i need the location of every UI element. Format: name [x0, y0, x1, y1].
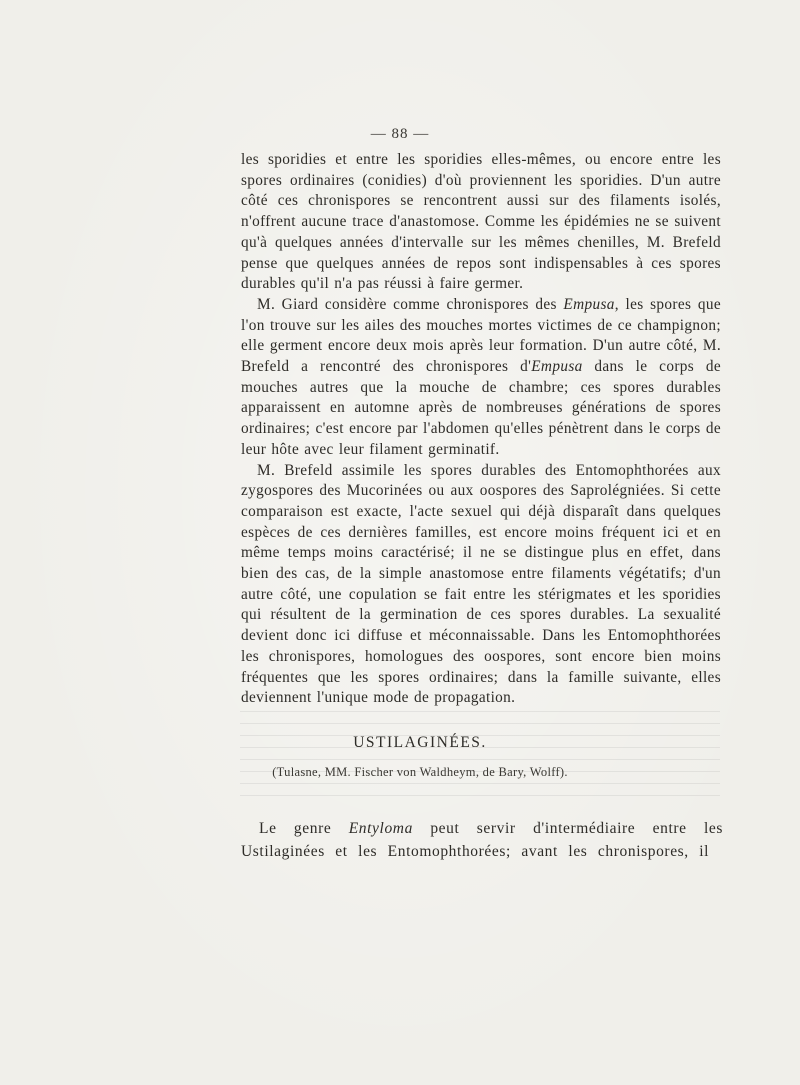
body-text	[241, 150, 721, 709]
section-authors: (Tulasne, MM. Fischer von Waldheym, de Bary, Wolff).	[272, 765, 568, 779]
section-body	[241, 817, 723, 863]
paragraph-entyloma	[241, 817, 723, 863]
genus-name: Empusa	[531, 358, 583, 376]
paragraph-continuation: les sporidies et entre les sporidies elles-mêmes, ou encore entre les spores ordinaires (conidies) d'où proviennent les sporidies. D'un autre côté ces chronispores se rencontrent aussi sur des filaments isolés, n'offrent aucune trace d'anastomose. Comme les épidémies ne se suivent qu'à quelques années d'intervalle sur les mêmes chenilles, M. Brefeld pense que quelques années de repos sont indispensables à ces spores durables qu'il n'a pas réussi à faire germer.	[241, 151, 721, 293]
genus-name: Entyloma	[348, 820, 413, 837]
page-number: — 88 —	[370, 126, 430, 142]
paragraph-brefeld: M. Brefeld assimile les spores durables des Entomophthorées aux zygospores des Mucorinées ou aux oospores des Saprolégniées. Si cette comparaison est exacte, l'acte sexuel qui déjà disparaît dans quelques espèces de ces dernières familles, est encore moins fréquent ici et en même temps moins caractérisé; il ne se distingue plus en effet, dans bien des cas, de la simple anastomose entre filaments végétatifs; d'un autre côté, une copulation se fait entre les stérigmates et les sporidies qui résultent de la germination de ces spores durables. La sexualité devient donc ici diffuse et méconnaissable. Dans les Entomophthorées les chronispores, homologues des oospores, sont encore bien moins fréquentes que les spores ordinaires; dans la famille suivante, elles deviennent l'unique mode de propagation.	[241, 461, 721, 707]
text-run: M. Giard considère comme chronispores des	[257, 295, 564, 313]
paragraph-giard	[241, 295, 721, 461]
text-run: peut servir d'intermédiaire entre les Ustilaginées et les Entomophthorées; avant les chronispores, il	[241, 820, 723, 860]
text-run: dans le corps de mouches autres que la mouche de chambre; ces spores durables apparaissent en automne après de nombreuses générations de spores ordinaires; c'est encore par l'abdomen qu'elles pénètrent dans le corps de leur hôte avec leur filament germinatif.	[241, 358, 721, 458]
genus-name: Empusa	[563, 295, 615, 313]
text-run: Le genre	[259, 820, 349, 837]
text-run: , les spores que l'on trouve sur les ailes des mouches mortes victimes de ce champignon; elle germent encore deux mois après leur formation. D'un autre côté, M. Brefeld a rencontré des chronispores d'	[241, 295, 722, 376]
bleed-through-texture	[240, 700, 720, 810]
section-heading: USTILAGINÉES.	[353, 734, 487, 751]
